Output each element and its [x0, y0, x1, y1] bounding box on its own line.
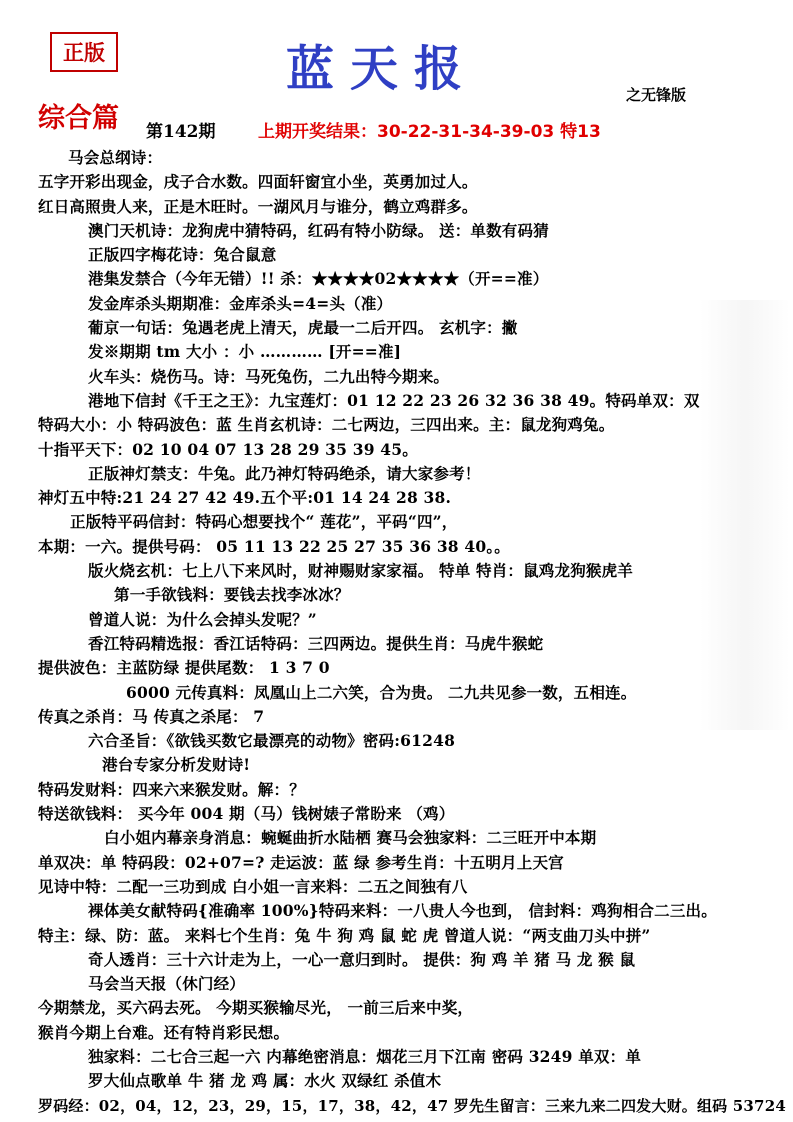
text-line: 香江特码精选报：香江话特码：三四两边。提供生肖：马虎牛猴蛇 [88, 633, 544, 653]
text-line: 曾道人说：为什么会掉头发呢？” [88, 609, 317, 629]
newspaper-title: 蓝天报 [286, 41, 479, 97]
text-line: 澳门天机诗：龙狗虎中猜特码，红码有特小防绿。 送：单数有码猜 [88, 220, 549, 240]
text-line: 版火烧玄机：七上八下来风时，财神赐财家家福。 特单 特肖：鼠鸡龙狗猴虎羊 [88, 561, 633, 581]
text-line: 六合圣旨：《欲钱买数它最漂亮的动物》密码:61248 [88, 731, 456, 751]
text-line: 发金库杀头期期准：金库杀头=4=头（准） [88, 293, 393, 313]
text-line: 见诗中特：二配一三功到成 白小姐一言来料：二五之间独有八 [38, 876, 468, 896]
text-line: 传真之杀肖：马 传真之杀尾： 7 [38, 706, 265, 726]
text-line: 正版神灯禁支：牛兔。此乃神灯特码绝杀，请大家参考！ [88, 463, 481, 483]
authentic-badge: 正版 [50, 32, 118, 72]
issue-number: 第142期 [146, 122, 216, 142]
text-line: 特码发财料：四来六来猴发财。解：？ [38, 779, 305, 799]
text-line: 神灯五中特:21 24 27 42 49.五个平:01 14 24 28 38. [38, 488, 452, 508]
text-line: 独家料：二七合三起一六 内幕绝密消息：烟花三月下江南 密码 3249 单双：单 [88, 1046, 642, 1066]
text-line: 马会当天报（休门经） [88, 974, 246, 994]
text-line: 火车头：烧伤马。诗：马死兔伤，二九出特今期来。 [88, 366, 450, 386]
text-line: 单双决：单 特码段：02+07=? 走运波：蓝 绿 参考生肖：十五明月上天宫 [38, 852, 564, 872]
text-line: 猴肖今期上台难。还有特肖彩民想。 [38, 1022, 290, 1042]
text-line: 白小姐内幕亲身消息：蜿蜒曲折水陆栖 赛马会独家料：二三旺开中本期 [104, 828, 597, 848]
text-line: 正版四字梅花诗：兔合鼠意 [88, 245, 277, 265]
text-line: 港台专家分析发财诗! [102, 755, 251, 775]
article-body [38, 146, 788, 1118]
text-line: 今期禁龙，买六码去死。 今期买猴输尽光， 一前三后来中奖， [38, 998, 474, 1018]
text-line: 6000 元传真料：凤凰山上二六笑，合为贵。 二九共见参一数，五相连。 [126, 682, 637, 702]
text-line: 裸体美女献特码{准确率 100%}特码来料：一八贵人今也到， 信封料：鸡狗相合二三出。 [88, 901, 717, 921]
text-line: 本期：一六。提供号码： 05 11 13 22 25 27 35 36 38 40。。 [38, 536, 511, 556]
text-line: 发※期期 tm 大小 ：小 ………… [开==准] [88, 342, 402, 362]
text-line: 提供波色：主蓝防绿 提供尾数： 1 3 7 0 [38, 658, 330, 678]
text-line: 港地下信封《千王之王》：九宝莲灯：01 12 22 23 26 32 36 38 49。特码单双：双 [88, 390, 700, 410]
text-line: 正版特平码信封：特码心想要找个“ 莲花”，平码“四”， [70, 512, 458, 532]
text-line: 五字开彩出现金，戌子合水数。四面轩窗宜小坐，英勇加过人。 [38, 172, 478, 192]
text-line: 第一手欲钱料：要钱去找李冰冰？ [114, 585, 350, 605]
section-title: 综合篇 [38, 103, 119, 134]
last-result: 上期开奖结果：30-22-31-34-39-03 特13 [258, 122, 601, 142]
text-line: 十指平天下：02 10 04 07 13 28 29 35 39 45。 [38, 439, 418, 459]
text-line: 港集发禁合（今年无错）!! 杀：★★★★02★★★★（开==准） [88, 269, 549, 289]
text-line: 马会总纲诗： [68, 148, 163, 167]
text-line: 罗码经：02，04，12，23，29，15，17，38，42，47 罗先生留言：三来九来二四发大财。组码 53724 [38, 1096, 786, 1115]
text-line: 葡京一句话：兔遇老虎上清天，虎最一二后开四。 玄机字：撇 [88, 318, 518, 338]
text-line: 罗大仙点歌单 牛 猪 龙 鸡 属：水火 双绿红 杀值木 [88, 1071, 442, 1091]
edition-label: 之无锋版 [626, 86, 687, 104]
text-line: 奇人透肖：三十六计走为上，一心一意归到时。 提供：狗 鸡 羊 猪 马 龙 猴 鼠 [88, 949, 636, 969]
text-line: 特送欲钱料： 买今年 004 期（马）钱树婊子常盼来 （鸡） [38, 804, 455, 824]
text-line: 特主：绿、防：蓝。 来料七个生肖：兔 牛 狗 鸡 鼠 蛇 虎 曾道人说：“两支曲刀头中拼” [38, 925, 651, 945]
text-line: 特码大小：小 特码波色：蓝 生肖玄机诗：二七两边，三四出来。主：鼠龙狗鸡兔。 [38, 415, 615, 435]
text-line: 红日高照贵人来，正是木旺时。一湖风月与谁分，鹤立鸡群多。 [38, 196, 478, 216]
